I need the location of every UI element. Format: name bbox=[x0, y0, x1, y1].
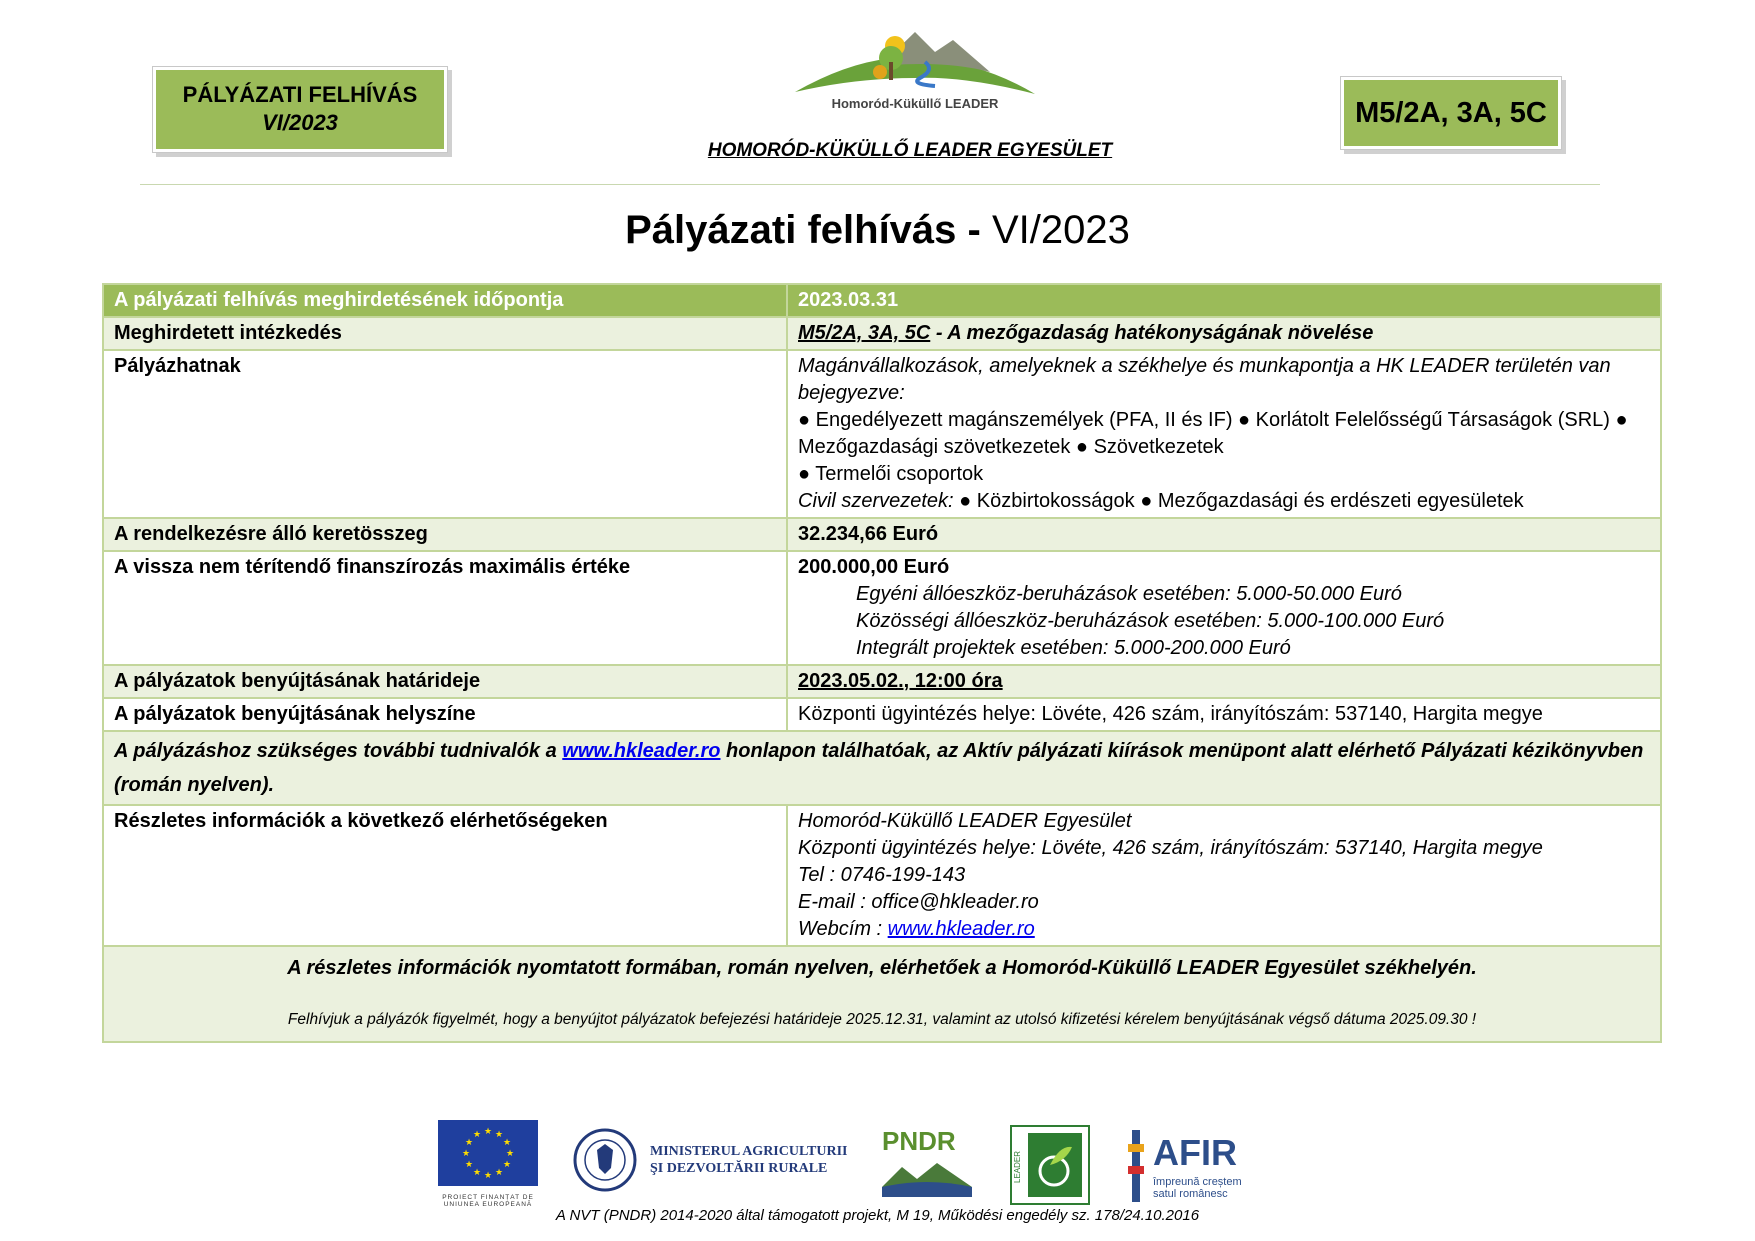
measure-code: M5/2A, 3A, 5C bbox=[798, 322, 931, 344]
pndr-landscape-icon bbox=[882, 1157, 972, 1197]
leader-eu-logo bbox=[1010, 1125, 1090, 1205]
svg-text:★: ★ bbox=[472, 1130, 482, 1140]
table-row-measure bbox=[103, 317, 1661, 350]
row-value bbox=[787, 317, 1661, 350]
table-row-announcement-date bbox=[103, 284, 1661, 317]
website-link[interactable]: www.hkleader.ro bbox=[562, 740, 721, 762]
table-row-max-funding bbox=[103, 551, 1661, 665]
page-title bbox=[0, 208, 1755, 253]
row-value bbox=[787, 805, 1661, 946]
table-row-more-info bbox=[103, 731, 1661, 805]
afir-slogan bbox=[1153, 1176, 1242, 1200]
eligible-civil bbox=[798, 488, 1650, 515]
leader-logo-icon bbox=[785, 22, 1045, 122]
svg-text:★: ★ bbox=[502, 1138, 512, 1148]
svg-text:★: ★ bbox=[464, 1160, 474, 1170]
row-label: A pályázatok benyújtásának határideje bbox=[103, 665, 787, 698]
svg-text:★: ★ bbox=[483, 1171, 493, 1181]
table-row-eligible bbox=[103, 350, 1661, 518]
eu-caption: PROIECT FINANȚAT DE UNIUNEA EUROPEANĂ bbox=[442, 1194, 534, 1208]
funding-integrated: Integrált projektek esetében: 5.000-200.000 Euró bbox=[856, 637, 1291, 659]
printed-info-main: A részletes információk nyomtatott formában, román nyelven, elérhetőek a Homoród-Küküllő LEADER Egyesület székhelyén. bbox=[287, 957, 1477, 979]
logo-text: Homoród-Küküllő LEADER bbox=[831, 96, 999, 111]
svg-text:★: ★ bbox=[472, 1168, 482, 1178]
svg-text:★: ★ bbox=[461, 1149, 471, 1159]
funding-individual: Egyéni állóeszköz-beruházások esetében: 5.000-50.000 Euró bbox=[856, 583, 1402, 605]
row-value: Központi ügyintézés helye: Lövéte, 426 szám, irányítószám: 537140, Hargita megye bbox=[787, 698, 1661, 731]
eligible-list-2: ● Termelői csoportok bbox=[798, 463, 984, 485]
svg-text:★: ★ bbox=[494, 1130, 504, 1140]
svg-text:★: ★ bbox=[494, 1168, 504, 1178]
svg-text:★: ★ bbox=[464, 1138, 474, 1148]
leader-logo bbox=[785, 22, 1045, 122]
government-seal-icon bbox=[573, 1128, 637, 1192]
svg-text:★: ★ bbox=[505, 1149, 515, 1159]
call-number: VI/2023 bbox=[262, 110, 338, 135]
row-label: Részletes információk a következő elérhetőségeken bbox=[103, 805, 787, 946]
deadline-value: 2023.05.02., 12:00 óra bbox=[798, 670, 1003, 692]
eu-flag-icon bbox=[438, 1120, 538, 1186]
eligible-intro: Magánvállalkozások, amelyeknek a székhelye és munkapontja a HK LEADER területén van bejegyezve: bbox=[798, 355, 1611, 404]
table-row-contact bbox=[103, 805, 1661, 946]
header-divider bbox=[140, 184, 1600, 185]
call-badge bbox=[152, 66, 448, 153]
more-info-pre: A pályázáshoz szükséges további tudnivalók a bbox=[114, 740, 563, 762]
call-label: PÁLYÁZATI FELHÍVÁS bbox=[182, 82, 418, 107]
row-label: Pályázhatnak bbox=[103, 350, 787, 518]
afir-slogan-2: satul românesc bbox=[1153, 1188, 1228, 1200]
table-row-deadline bbox=[103, 665, 1661, 698]
max-funding-value: 200.000,00 Euró bbox=[798, 556, 950, 578]
afir-slogan-1: împreună creștem bbox=[1153, 1176, 1242, 1188]
afir-text: AFIR bbox=[1153, 1132, 1237, 1173]
contact-web-label: Webcím : bbox=[798, 918, 888, 940]
civil-list: ● Közbirtokosságok ● Mezőgazdasági és erdészeti egyesületek bbox=[953, 490, 1524, 512]
row-label: A pályázati felhívás meghirdetésének időpontja bbox=[103, 284, 787, 317]
contact-web bbox=[798, 916, 1650, 943]
page-title-bold: Pályázati felhívás - bbox=[625, 208, 981, 252]
measure-desc: - A mezőgazdaság hatékonyságának növelése bbox=[930, 322, 1374, 344]
row-label: Meghirdetett intézkedés bbox=[103, 317, 787, 350]
row-label: A pályázatok benyújtásának helyszíne bbox=[103, 698, 787, 731]
row-label: A rendelkezésre álló keretösszeg bbox=[103, 518, 787, 551]
row-value bbox=[787, 350, 1661, 518]
row-value bbox=[787, 665, 1661, 698]
measure-code-badge: M5/2A, 3A, 5C bbox=[1340, 76, 1562, 150]
afir-emblem-icon bbox=[1125, 1126, 1147, 1206]
ministry-line-1: MINISTERUL AGRICULTURII bbox=[650, 1144, 848, 1159]
eu-logo bbox=[438, 1120, 538, 1208]
ministry-logo-text bbox=[650, 1143, 870, 1177]
table-row-printed-info bbox=[103, 946, 1661, 1042]
government-seal bbox=[573, 1128, 637, 1192]
ministry-line-2: ŞI DEZVOLTĂRII RURALE bbox=[650, 1161, 828, 1176]
eligible-list-1: ● Engedélyezett magánszemélyek (PFA, II és IF) ● Korlátolt Felelősségű Társaságok (SRL) ● Mezőgazdasági szövetkezetek ● Szövetkezetek bbox=[798, 409, 1628, 458]
pndr-text: PNDR bbox=[882, 1126, 956, 1156]
row-label: A vissza nem térítendő finanszírozás maximális értéke bbox=[103, 551, 787, 665]
deadline-note: Felhívjuk a pályázók figyelmét, hogy a benyújtot pályázatok befejezési határideje 2025.12.31, valamint az utolsó kifizetési kérelem benyújtásának végső dátuma 2025.09.30 ! bbox=[287, 1011, 1477, 1028]
page-title-rest: VI/2023 bbox=[991, 208, 1130, 252]
contact-email: E-mail : office@hkleader.ro bbox=[798, 891, 1039, 913]
contact-phone: Tel : 0746-199-143 bbox=[798, 864, 966, 886]
org-name: HOMORÓD-KÜKÜLLŐ LEADER EGYESÜLET bbox=[707, 140, 1113, 161]
pndr-logo bbox=[882, 1126, 972, 1202]
leader-text: LEADER bbox=[1013, 1150, 1022, 1183]
contact-website-link[interactable]: www.hkleader.ro bbox=[887, 918, 1035, 940]
contact-address: Központi ügyintézés helye: Lövéte, 426 szám, irányítószám: 537140, Hargita megye bbox=[798, 837, 1543, 859]
contact-org: Homoród-Küküllő LEADER Egyesület bbox=[798, 810, 1132, 832]
call-details-table bbox=[102, 283, 1662, 1043]
row-value: 32.234,66 Euró bbox=[787, 518, 1661, 551]
table-row-budget bbox=[103, 518, 1661, 551]
afir-logo bbox=[1125, 1126, 1265, 1206]
svg-text:★: ★ bbox=[502, 1160, 512, 1170]
row-value bbox=[787, 551, 1661, 665]
table-row-location bbox=[103, 698, 1661, 731]
civil-label: Civil szervezetek: bbox=[798, 490, 954, 512]
row-value: 2023.03.31 bbox=[787, 284, 1661, 317]
printed-info-cell bbox=[103, 946, 1661, 1042]
funding-community: Közösségi állóeszköz-beruházások esetében: 5.000-100.000 Euró bbox=[856, 610, 1445, 632]
leader-leaf-icon bbox=[1010, 1125, 1090, 1205]
more-info-cell bbox=[103, 731, 1661, 805]
svg-text:★: ★ bbox=[483, 1127, 493, 1137]
footer-note: A NVT (PNDR) 2014-2020 által támogatott projekt, M 19, Működési engedély sz. 178/24.10.2016 bbox=[555, 1207, 1200, 1224]
more-info-post: honlapon találhatóak, az Aktív pályázati kiírások menüpont alatt elérhető Pályázati kézikönyvben (román nyelven). bbox=[114, 740, 1644, 796]
